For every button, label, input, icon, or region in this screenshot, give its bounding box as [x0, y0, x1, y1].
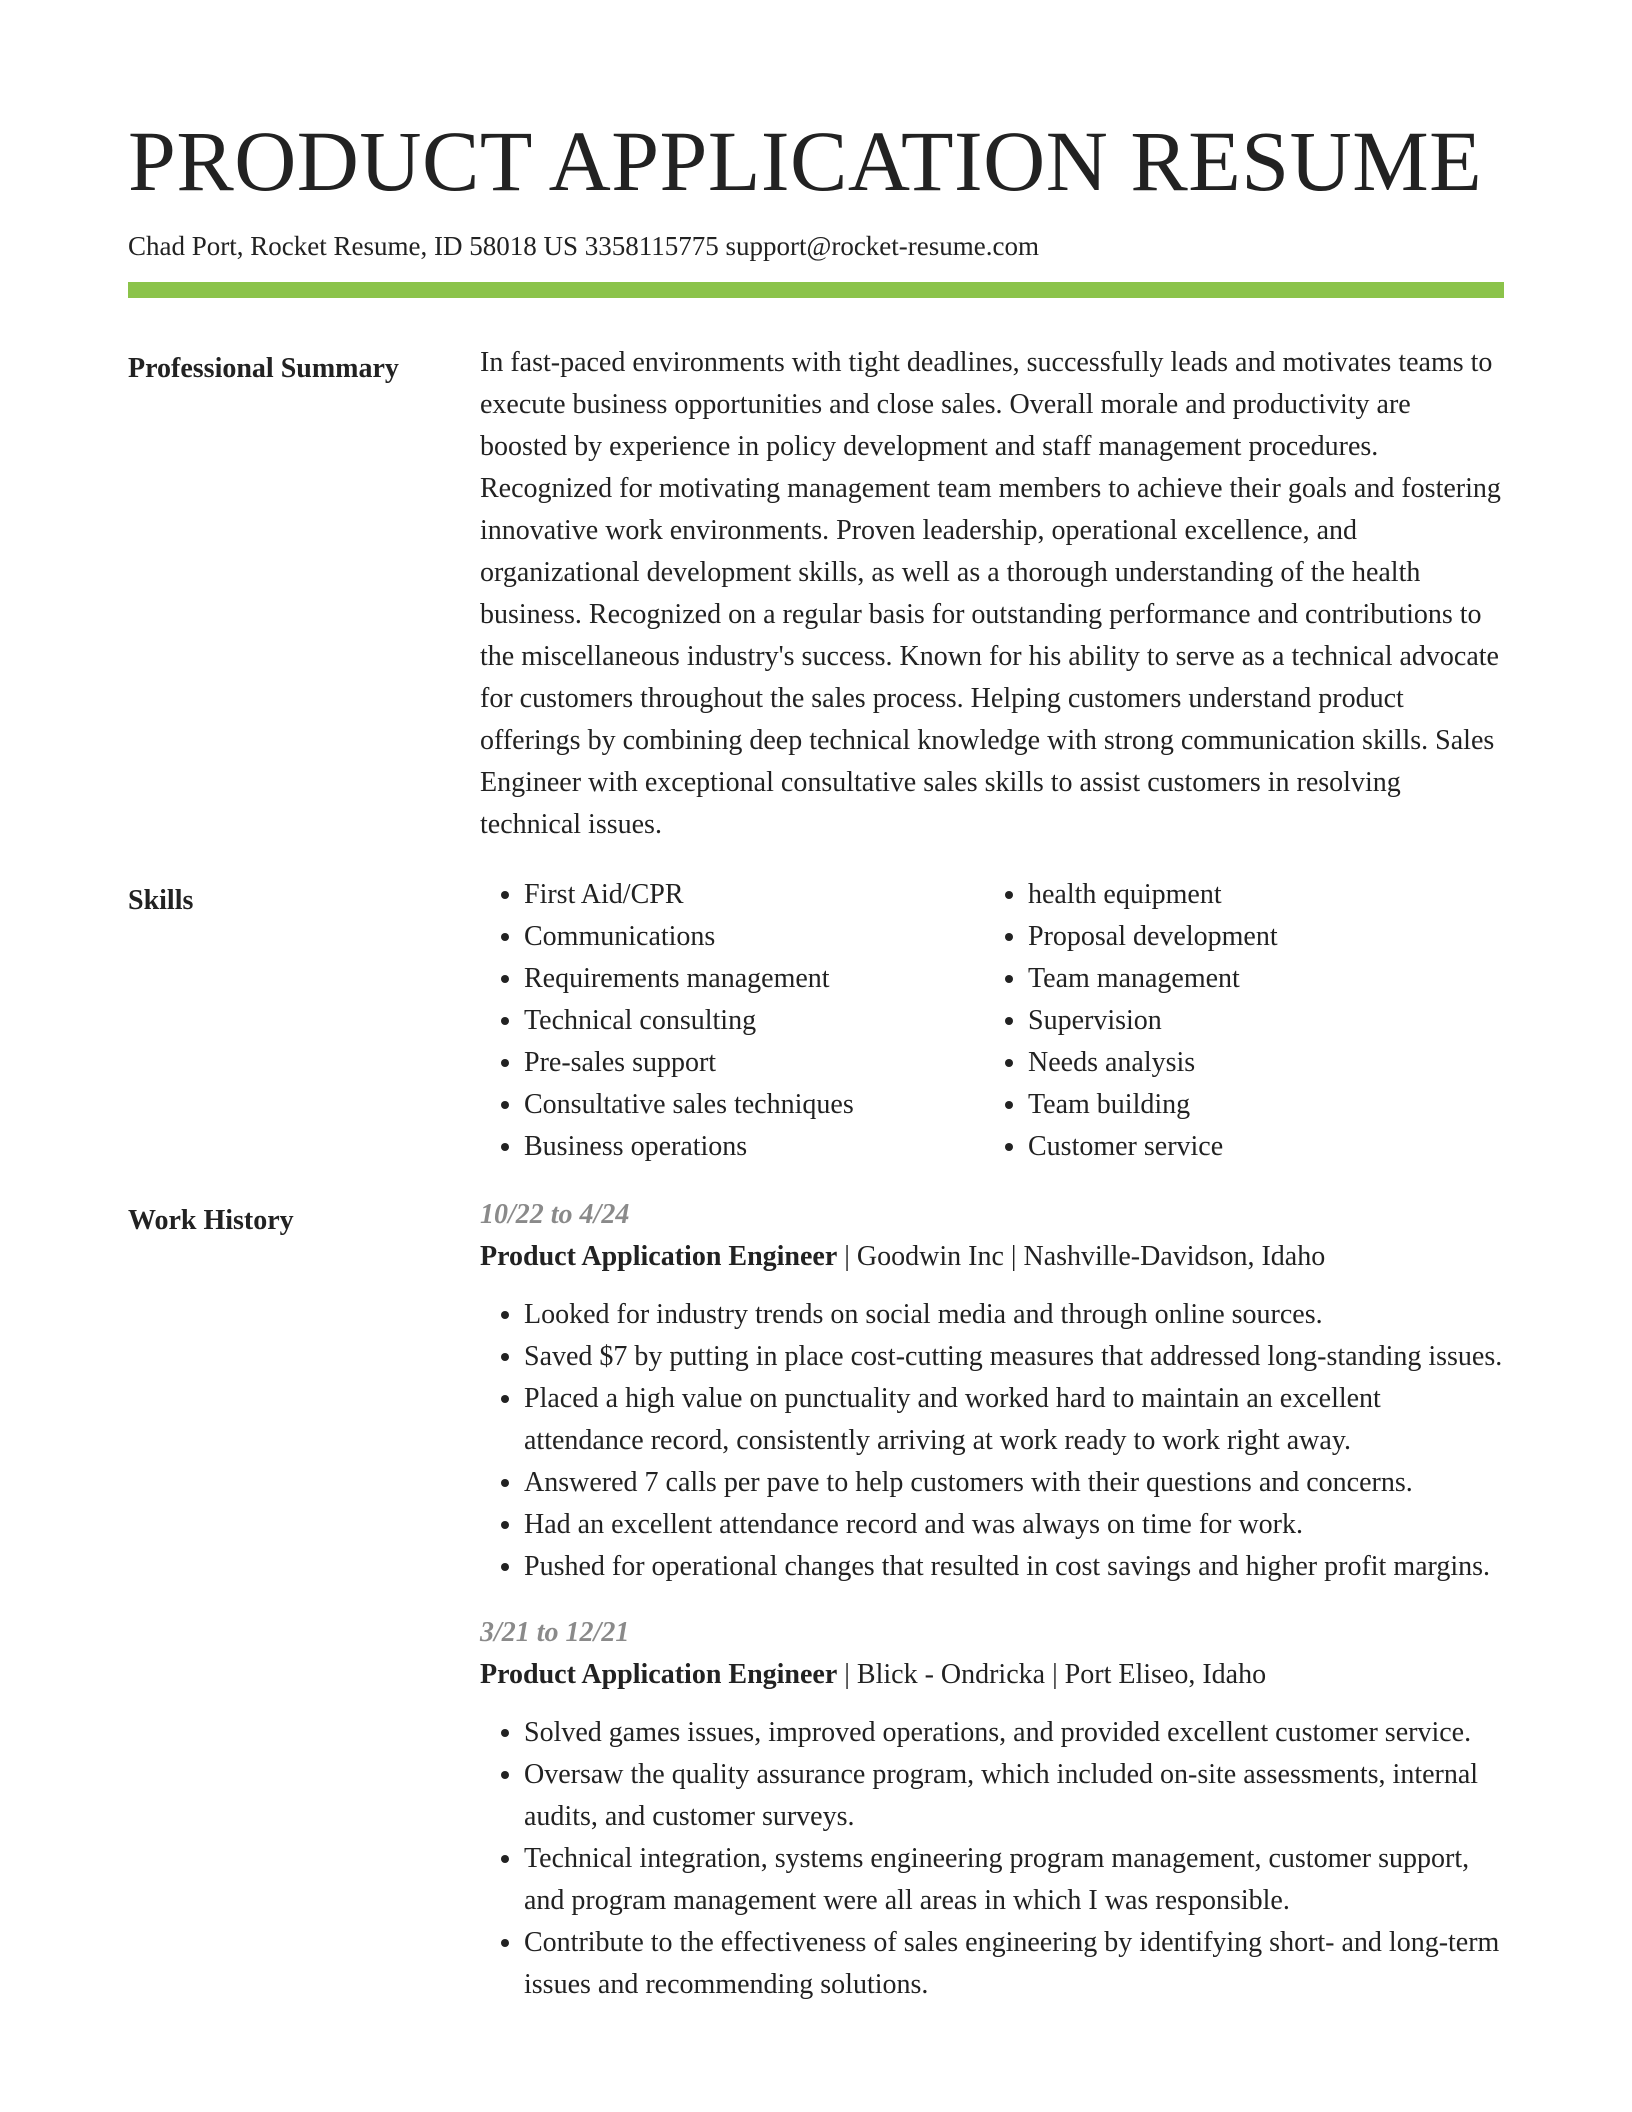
job-header	[480, 1236, 1504, 1278]
job-entry	[480, 1612, 1504, 2006]
job-title: Product Application Engineer	[480, 1241, 838, 1273]
contact-line: Chad Port, Rocket Resume, ID 58018 US 3358115775 support@rocket-resume.com	[128, 231, 1039, 261]
skill-item: • Communications	[524, 916, 984, 958]
skill-item: • health equipment	[1028, 874, 1488, 916]
job-bullet: • Placed a high value on punctuality and worked hard to maintain an excellent attendance record, consistently arriving at work ready to work right away.	[524, 1378, 1504, 1462]
job-bullet: • Answered 7 calls per pave to help customers with their questions and concerns.	[524, 1462, 1504, 1504]
summary-heading: Professional Summary	[128, 353, 399, 385]
skills-section	[128, 880, 1504, 1168]
skills-grid	[480, 874, 1504, 1168]
skill-item: • Requirements management	[524, 958, 984, 1000]
job-company-location: | Goodwin Inc | Nashville-Davidson, Idaho	[837, 1241, 1326, 1273]
job-dates: 10/22 to 4/24	[480, 1199, 630, 1231]
skill-item: • Customer service	[1028, 1126, 1488, 1168]
skill-item: • Pre-sales support	[524, 1042, 984, 1084]
work-history-heading: Work History	[128, 1205, 294, 1237]
job-bullet: • Had an excellent attendance record and was always on time for work.	[524, 1504, 1504, 1546]
job-bullet-list	[480, 1294, 1504, 1588]
job-bullet: • Contribute to the effectiveness of sales engineering by identifying short- and long-term issues and recommending solutions.	[524, 1922, 1504, 2006]
skill-item: • Team building	[1028, 1084, 1488, 1126]
work-history-section	[128, 1200, 1504, 2036]
job-dates: 3/21 to 12/21	[480, 1617, 630, 1649]
skills-list-right	[984, 874, 1488, 1168]
job-company-location: | Blick - Ondricka | Port Eliseo, Idaho	[837, 1659, 1267, 1691]
work-history-list	[480, 1200, 1504, 2036]
job-bullet: • Saved $7 by putting in place cost-cutting measures that addressed long-standing issues.	[524, 1336, 1504, 1378]
job-bullet-list	[480, 1712, 1504, 2006]
skill-item: • Needs analysis	[1028, 1042, 1488, 1084]
summary-section	[128, 348, 1504, 846]
job-title: Product Application Engineer	[480, 1659, 838, 1691]
skill-item: • Proposal development	[1028, 916, 1488, 958]
job-header	[480, 1654, 1504, 1696]
job-entry	[480, 1194, 1504, 1588]
job-bullet: • Looked for industry trends on social media and through online sources.	[524, 1294, 1504, 1336]
job-bullet: • Oversaw the quality assurance program, which included on-site assessments, internal audits, and customer surveys.	[524, 1754, 1504, 1838]
resume-title: PRODUCT APPLICATION RESUME	[128, 113, 1483, 209]
skill-item: • Technical consulting	[524, 1000, 984, 1042]
summary-text: In fast-paced environments with tight deadlines, successfully leads and motivates teams to execute business opportunities and close sales. Overall morale and productivity are boosted by experience in policy development and staff management procedures. Recognized for motivating management team members to achieve their goals and fostering innovative work environments. Proven leadership, operational excellence, and organizational development skills, as well as a thorough understanding of the health business. Recognized on a regular basis for outstanding performance and contributions to the miscellaneous industry's success. Known for his ability to serve as a technical advocate for customers throughout the sales process. Helping customers understand product offerings by combining deep technical knowledge with strong communication skills. Sales Engineer with exceptional consultative sales skills to assist customers in resolving technical issues.	[480, 347, 1501, 841]
skill-item: • Business operations	[524, 1126, 984, 1168]
skill-item: • Team management	[1028, 958, 1488, 1000]
skill-item: • Supervision	[1028, 1000, 1488, 1042]
skill-item: • Consultative sales techniques	[524, 1084, 984, 1126]
accent-divider	[128, 282, 1504, 298]
job-bullet: • Solved games issues, improved operations, and provided excellent customer service.	[524, 1712, 1504, 1754]
skill-item: • First Aid/CPR	[524, 874, 984, 916]
job-bullet: • Technical integration, systems engineering program management, customer support, and program management were all areas in which I was responsible.	[524, 1838, 1504, 1922]
skills-list-left	[480, 874, 984, 1168]
job-bullet: • Pushed for operational changes that resulted in cost savings and higher profit margins.	[524, 1546, 1504, 1588]
skills-heading: Skills	[128, 885, 194, 917]
